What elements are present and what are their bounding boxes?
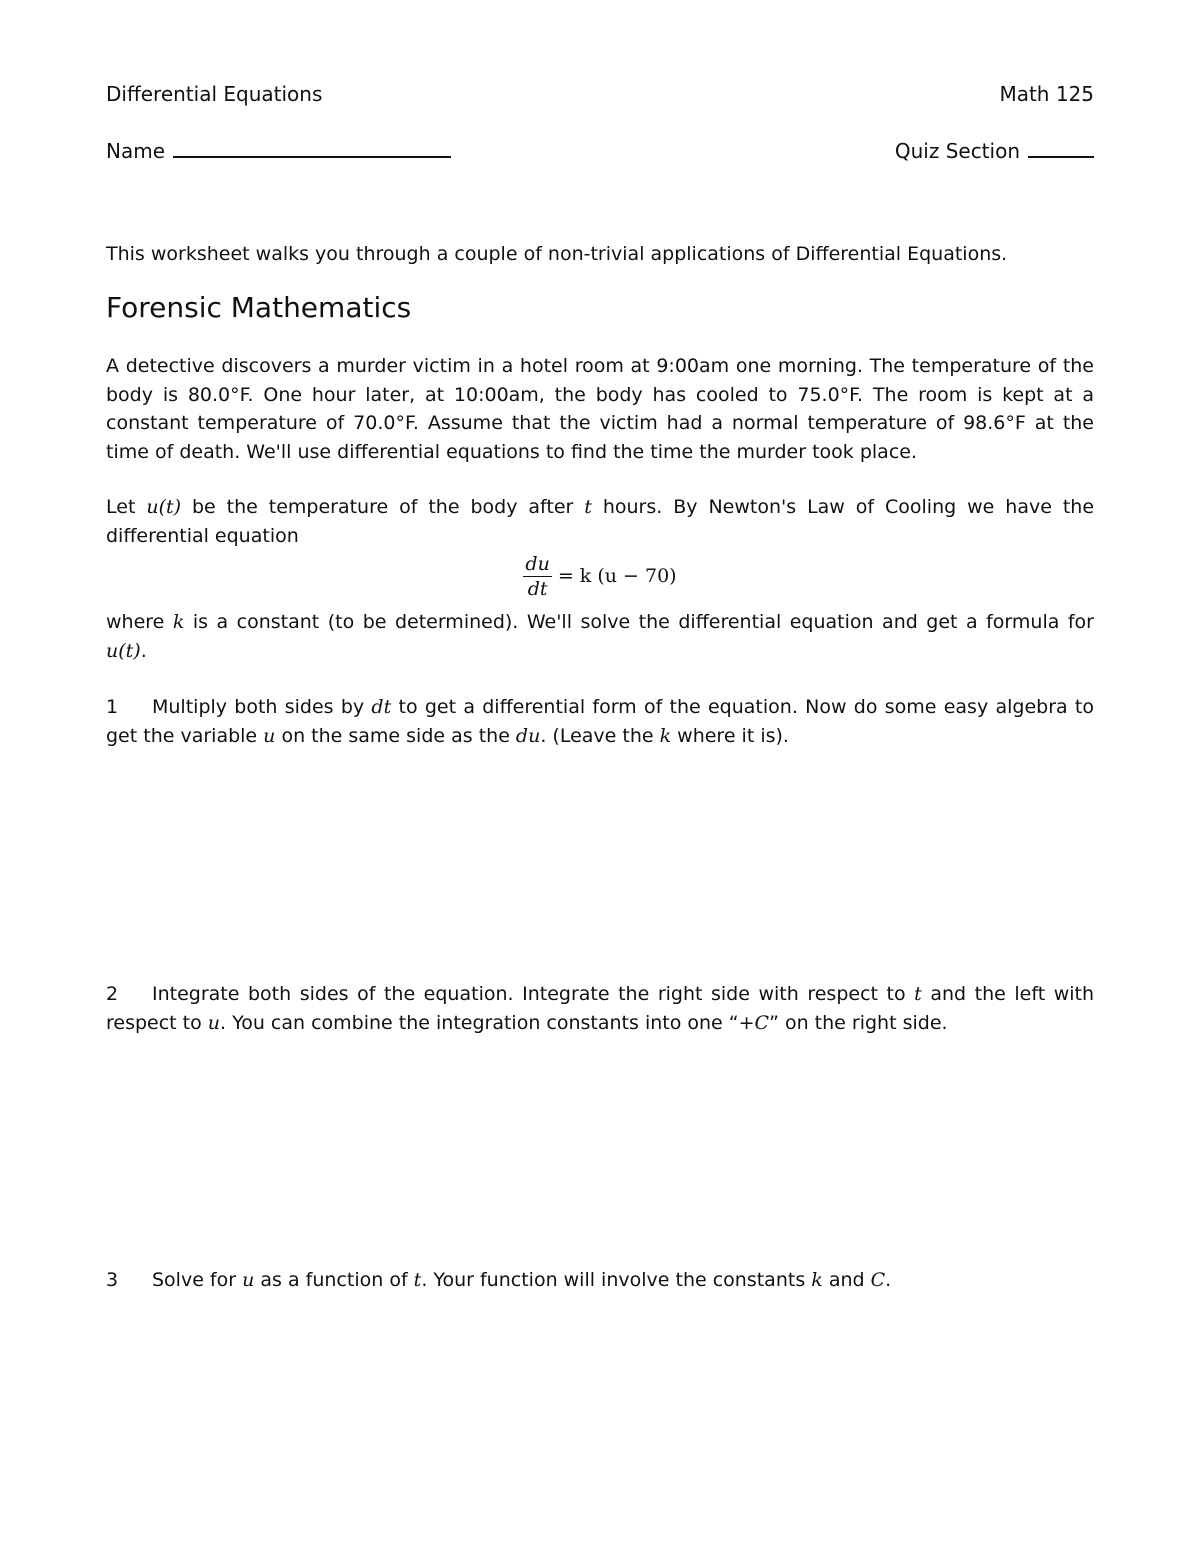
quiz-section-field[interactable]: [895, 137, 1094, 166]
problem-paragraph: A detective discovers a murder victim in a hotel room at 9:00am one morning. The temperature of the body is 80.0°F. One hour later, at 10:00am, the body has cooled to 75.0°F. The room is kept at a constant temperature of 70.0°F. Assume that the victim had a normal temperature of 98.6°F at the time of death. We'll use differential equations to find the time the murder took place.: [106, 355, 1094, 463]
after-equation-paragraph: [106, 608, 1094, 665]
q3-text-d: and: [822, 1269, 871, 1291]
question-number: 2: [106, 983, 119, 1005]
math-c: C: [754, 1011, 770, 1034]
math-t: t: [413, 1269, 422, 1291]
q2-text-b: and the left with respect to: [106, 983, 1095, 1034]
q3-text-e: .: [885, 1269, 892, 1291]
name-label: Name: [106, 139, 166, 163]
math-t: t: [584, 496, 592, 518]
course-number: Math 125: [999, 82, 1094, 106]
equation-rhs: = k (u − 70): [557, 565, 677, 587]
math-u: u: [207, 1011, 221, 1034]
math-u: u: [242, 1269, 255, 1291]
intro-text: This worksheet walks you through a couple of non-trivial applications of Differential Equations.: [106, 243, 1008, 265]
after-eq-text-2: is a constant (to be determined). We'll solve the differential equation and get a formula for: [184, 611, 1094, 633]
math-dt: dt: [371, 696, 392, 718]
section-title: Forensic Mathematics: [106, 291, 412, 324]
fraction-denominator: dt: [527, 578, 548, 600]
fraction-numerator: du: [525, 553, 550, 575]
math-k: k: [811, 1269, 823, 1291]
math-c: C: [870, 1269, 886, 1291]
q1-text-d: . (Leave the: [540, 724, 660, 747]
after-eq-text-1: where: [106, 611, 173, 633]
q1-text-a: Multiply both sides by: [152, 696, 372, 718]
newton-cooling-equation: [106, 552, 1094, 601]
name-blank-line[interactable]: [173, 140, 451, 158]
q2-text-a: Integrate both sides of the equation. Integrate the right side with respect to: [152, 983, 915, 1005]
setup-text-3: hours. By Newton's Law of Cooling we have the differential equation: [106, 496, 1095, 547]
name-row: [106, 137, 1094, 166]
q3-text-a: Solve for: [152, 1269, 243, 1291]
math-u-of-t: u(t): [106, 639, 141, 662]
du-dt-fraction: [523, 552, 551, 601]
q1-text-c: on the same side as the: [275, 724, 516, 747]
name-field[interactable]: [106, 137, 451, 166]
question-1: [106, 693, 1094, 750]
setup-paragraph: [106, 493, 1094, 550]
question-number: 1: [106, 696, 119, 718]
math-k: k: [659, 724, 672, 747]
question-number: 3: [106, 1269, 119, 1291]
worksheet-page: [106, 0, 1094, 1553]
question-3: [106, 1266, 1094, 1295]
q3-text-c: . Your function will involve the constants: [421, 1269, 812, 1291]
q1-text-e: where it is).: [671, 724, 789, 747]
q2-text-d: ” on the right side.: [769, 1011, 948, 1034]
question-2: [106, 980, 1094, 1037]
math-u: u: [263, 724, 276, 747]
math-t: t: [914, 983, 922, 1005]
header-row: [106, 80, 1094, 109]
q3-text-b: as a function of: [254, 1269, 414, 1291]
course-title: Differential Equations: [106, 82, 323, 106]
q2-text-c: . You can combine the integration constants into one “+: [220, 1011, 755, 1034]
math-u-of-t: u(t): [146, 496, 182, 518]
math-du: du: [515, 724, 541, 747]
setup-text-1: Let: [106, 496, 147, 518]
q1-text-b: to get a differential form of the equation. Now do some easy algebra to get the variable: [106, 696, 1094, 747]
setup-text-2: be the temperature of the body after: [181, 496, 585, 518]
after-eq-text-3: .: [140, 639, 147, 662]
quiz-section-blank-line[interactable]: [1028, 140, 1094, 158]
quiz-section-label: Quiz Section: [894, 139, 1020, 163]
math-k: k: [172, 611, 185, 633]
